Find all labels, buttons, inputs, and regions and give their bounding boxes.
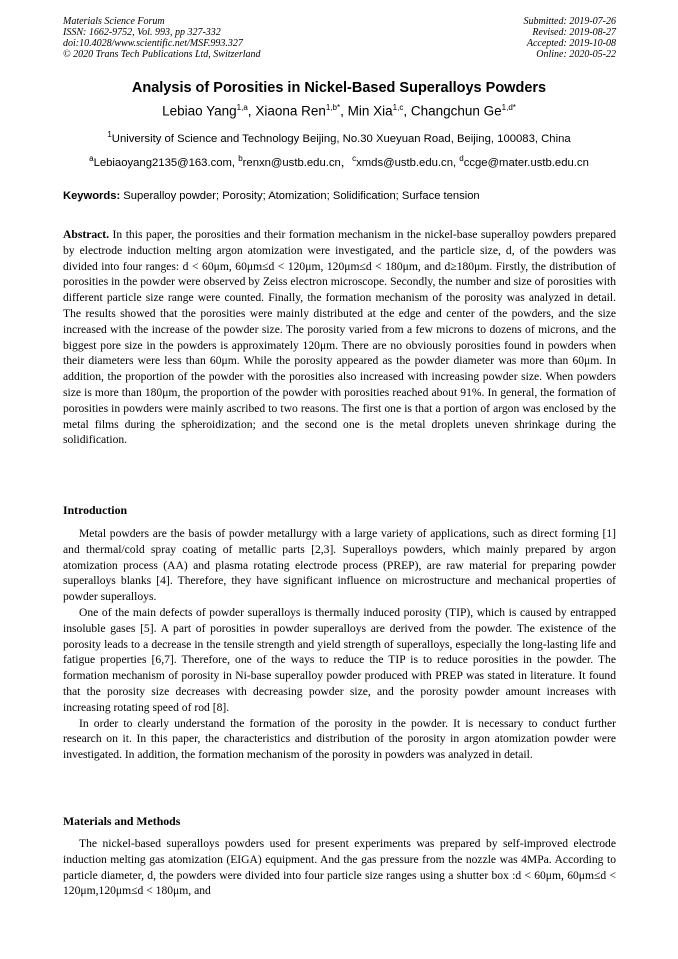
keywords-text: Superalloy powder; Porosity; Atomization; Solidification; Surface tension: [120, 190, 480, 202]
journal-name: Materials Science Forum: [63, 16, 165, 27]
author-affiliation-mark: 1,a: [236, 103, 248, 112]
email-mark: c: [352, 154, 357, 164]
author-name: Xiaona Ren: [255, 103, 326, 119]
accepted-date: Accepted: 2019-10-08: [526, 38, 616, 49]
author-affiliation-mark: 1,d*: [501, 103, 516, 112]
paragraph: One of the main defects of powder superalloys is thermally induced porosity (TIP), which is caused by entrapped insoluble gases [5]. A part of porosities in powder superalloys are derived from the powder. The existence of the porosity leads to a decrease in the tensile strength and yield strength of superalloys, especially the long-lasting life and fatigue properties [6,7]. Therefore, one of the ways to reduce the TIP is to reduce porosities in the powder. The formation mechanism of porosity in Ni-base superalloy powder produced with PREP was stated in literature. It found that the porosity size decreases with decreasing powder size, and the porosity powder amount increases with increasing rotating speed of rod [8].: [63, 605, 616, 714]
author-affiliation-mark: 1,c: [392, 103, 404, 112]
affiliation-mark: 1: [107, 130, 112, 139]
paragraph: Metal powders are the basis of powder metallurgy with a large variety of applications, such as direct forming [1] and thermal/cold spray coating of metallic parts [2,3]. Superalloys powders, which mainly prepared by argon atomization process (AA) and plasma rotating electrode process (PREP), are raw material for preparing powder superalloys blanks [4]. Therefore, they have significant influence on microstructure and mechanical properties of powder superalloys.: [63, 527, 616, 604]
materials-heading: Materials and Methods: [63, 814, 181, 828]
journal-info: [63, 16, 261, 60]
author-list: [0, 103, 678, 119]
author-separator: ,: [340, 103, 348, 119]
materials-body: [63, 836, 616, 899]
email-list: [0, 154, 678, 170]
author-name: Changchun Ge: [410, 103, 502, 119]
paragraph: In order to clearly understand the formation of the porosity in the powder. It is necessary to conduct further research on it. In this paper, the characteristics and distribution of the porosity in argon atomization powder were investigated. In addition, the formation mechanism of the porosity in powders was analyzed in detail.: [63, 716, 616, 762]
email-address[interactable]: xmds@ustb.edu.cn,: [356, 157, 460, 169]
affiliation-text: University of Science and Technology Beijing, No.30 Xueyuan Road, Beijing, 100083, China: [111, 132, 571, 145]
revised-date: Revised: 2019-08-27: [532, 27, 616, 38]
submitted-date: Submitted: 2019-07-26: [523, 16, 616, 27]
abstract-label: Abstract.: [63, 228, 110, 241]
email-address[interactable]: renxn@ustb.edu.cn，: [242, 157, 353, 169]
journal-copyright: © 2020 Trans Tech Publications Ltd, Switzerland: [63, 49, 261, 60]
author-affiliation-mark: 1,b*: [325, 103, 341, 112]
introduction-heading: Introduction: [63, 503, 128, 517]
author-name: Lebiao Yang: [162, 103, 237, 119]
keywords: [63, 190, 616, 202]
email-address[interactable]: Lebiaoyang2135@163.com,: [93, 157, 239, 169]
email-mark: a: [89, 154, 94, 164]
email-mark: d: [459, 154, 464, 164]
author-name: Min Xia: [347, 103, 393, 119]
author-separator: ,: [403, 103, 411, 119]
submission-dates: [524, 16, 617, 60]
journal-issn: ISSN: 1662-9752, Vol. 993, pp 327-332: [63, 27, 221, 38]
email-address[interactable]: ccge@mater.ustb.edu.cn: [463, 157, 589, 169]
affiliation: [0, 130, 678, 145]
abstract-text: In this paper, the porosities and their formation mechanism in the nickel-base superalloy powders prepared by electrode induction melting argon atomization were investigated, and the particle size, d, of the powders was divided into four ranges: d < 60μm, 60μm≤d < 120μm, 120μm≤d < 180μm, and d≥180μm. Firstly, the distribution of porosities in the powder were observed by Zeiss electron microscope. Secondly, the number and size of porosities with different particle size range were counted. Finally, the formation mechanism of the porosity was analyzed in detail. The results showed that the porosities were mainly distributed at the edge and center of the powders, and the size increased with the increase of the powder size. The porosity varied from a few microns to dozens of microns, and the biggest pore size in the powders is approximately 120μm. There are no obviously porosities found in powders when their diameters were less than 60μm. While the porosity appeared as the powder diameter was more than 60μm. In addition, the proportion of the powder with the porosities also increased with increasing powder size. When powders size is more than 180μm, the proportion of the powder with porosities reached about 91%. In general, the formation of porosities in powders were mainly ascribed to two reasons. The first one is that a portion of argon was enclosed by the metal films during the spheroidization; and the second one is the metal droplets uneven shrinkage during the solidification.: [63, 228, 616, 447]
author-separator: ,: [247, 103, 256, 119]
online-date: Online: 2020-05-22: [536, 49, 616, 60]
email-mark: b: [238, 154, 243, 164]
keywords-label: Keywords:: [63, 190, 121, 202]
paper-title: Analysis of Porosities in Nickel-Based Superalloys Powders: [131, 80, 547, 96]
journal-doi: doi:10.4028/www.scientific.net/MSF.993.327: [63, 38, 243, 49]
introduction-body: [63, 526, 616, 763]
paragraph: The nickel-based superalloys powders used for present experiments was prepared by self-improved electrode induction melting gas atomization (EIGA) equipment. And the gas pressure from the nozzle was 4MPa. According to particle diameter, d, the powders were divided into four particle size ranges using a shutter box :d < 60μm, 60μm≤d < 120μm,120μm≤d < 180μm, and: [63, 837, 616, 898]
abstract: [63, 227, 616, 448]
